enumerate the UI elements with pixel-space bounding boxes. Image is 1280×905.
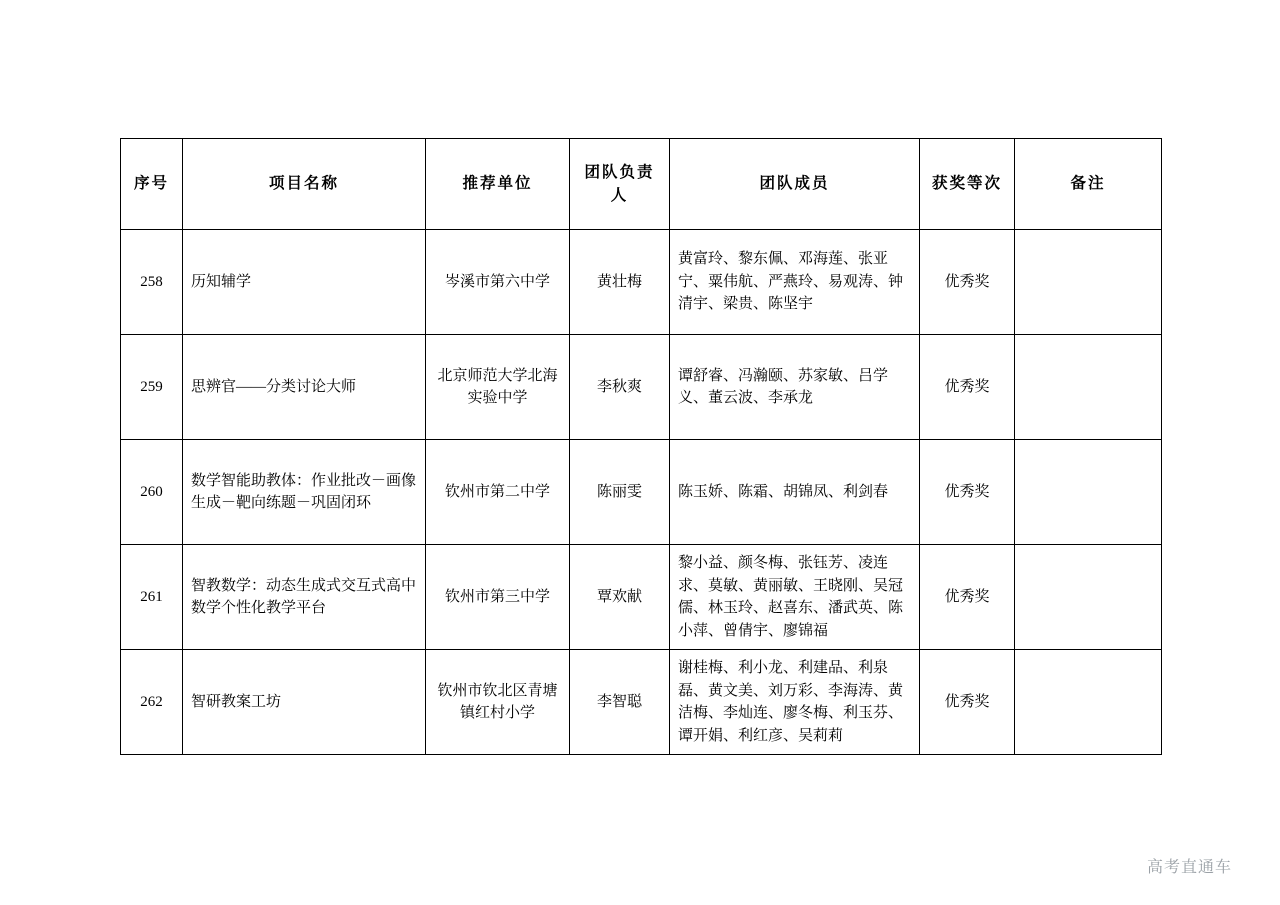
cell-remark [1015, 230, 1162, 335]
column-header-project-name: 项目名称 [183, 139, 426, 230]
cell-leader: 黄壮梅 [570, 230, 670, 335]
award-list-table [120, 138, 1162, 755]
cell-project-name: 思辨官——分类讨论大师 [183, 335, 426, 440]
cell-unit: 北京师范大学北海实验中学 [426, 335, 570, 440]
cell-award-level: 优秀奖 [920, 440, 1015, 545]
table-header [121, 139, 1162, 230]
column-header-remark: 备注 [1015, 139, 1162, 230]
cell-no: 258 [121, 230, 183, 335]
table-row [121, 230, 1162, 335]
cell-unit: 钦州市第三中学 [426, 545, 570, 650]
cell-members: 黄富玲、黎东佩、邓海莲、张亚宁、粟伟航、严燕玲、易观涛、钟清宇、梁贵、陈坚宇 [670, 230, 920, 335]
table-row [121, 545, 1162, 650]
cell-no: 259 [121, 335, 183, 440]
watermark: 高考直通车 [1146, 859, 1232, 876]
cell-project-name: 智教数学：动态生成式交互式高中数学个性化教学平台 [183, 545, 426, 650]
cell-award-level: 优秀奖 [920, 545, 1015, 650]
cell-remark [1015, 650, 1162, 755]
cell-remark [1015, 545, 1162, 650]
cell-unit: 钦州市钦北区青塘镇红村小学 [426, 650, 570, 755]
table-row [121, 650, 1162, 755]
column-header-members: 团队成员 [670, 139, 920, 230]
cell-leader: 李秋爽 [570, 335, 670, 440]
cell-members: 陈玉娇、陈霜、胡锦凤、利剑春 [670, 440, 920, 545]
column-header-award-level: 获奖等次 [920, 139, 1015, 230]
column-header-no: 序号 [121, 139, 183, 230]
cell-members: 谢桂梅、利小龙、利建品、利泉磊、黄文美、刘万彩、李海涛、黄洁梅、李灿连、廖冬梅、利玉芬、谭开娟、利红彦、吴莉莉 [670, 650, 920, 755]
cell-award-level: 优秀奖 [920, 650, 1015, 755]
cell-remark [1015, 335, 1162, 440]
cell-leader: 覃欢献 [570, 545, 670, 650]
cell-members: 黎小益、颜冬梅、张钰芳、凌连求、莫敏、黄丽敏、王晓刚、吴冠儒、林玉玲、赵喜东、潘武英、陈小萍、曾倩宇、廖锦福 [670, 545, 920, 650]
cell-award-level: 优秀奖 [920, 230, 1015, 335]
cell-project-name: 数学智能助教体：作业批改－画像生成－靶向练题－巩固闭环 [183, 440, 426, 545]
cell-unit: 钦州市第二中学 [426, 440, 570, 545]
cell-unit: 岑溪市第六中学 [426, 230, 570, 335]
cell-project-name: 智研教案工坊 [183, 650, 426, 755]
cell-remark [1015, 440, 1162, 545]
cell-leader: 李智聪 [570, 650, 670, 755]
cell-members: 谭舒睿、冯瀚颐、苏家敏、吕学义、董云波、李承龙 [670, 335, 920, 440]
column-header-leader: 团队负责人 [570, 139, 670, 230]
column-header-unit: 推荐单位 [426, 139, 570, 230]
table-row [121, 335, 1162, 440]
cell-no: 261 [121, 545, 183, 650]
cell-no: 260 [121, 440, 183, 545]
table-row [121, 440, 1162, 545]
cell-project-name: 历知辅学 [183, 230, 426, 335]
cell-no: 262 [121, 650, 183, 755]
table-body [121, 230, 1162, 755]
cell-award-level: 优秀奖 [920, 335, 1015, 440]
table-header-row [121, 139, 1162, 230]
cell-leader: 陈丽雯 [570, 440, 670, 545]
